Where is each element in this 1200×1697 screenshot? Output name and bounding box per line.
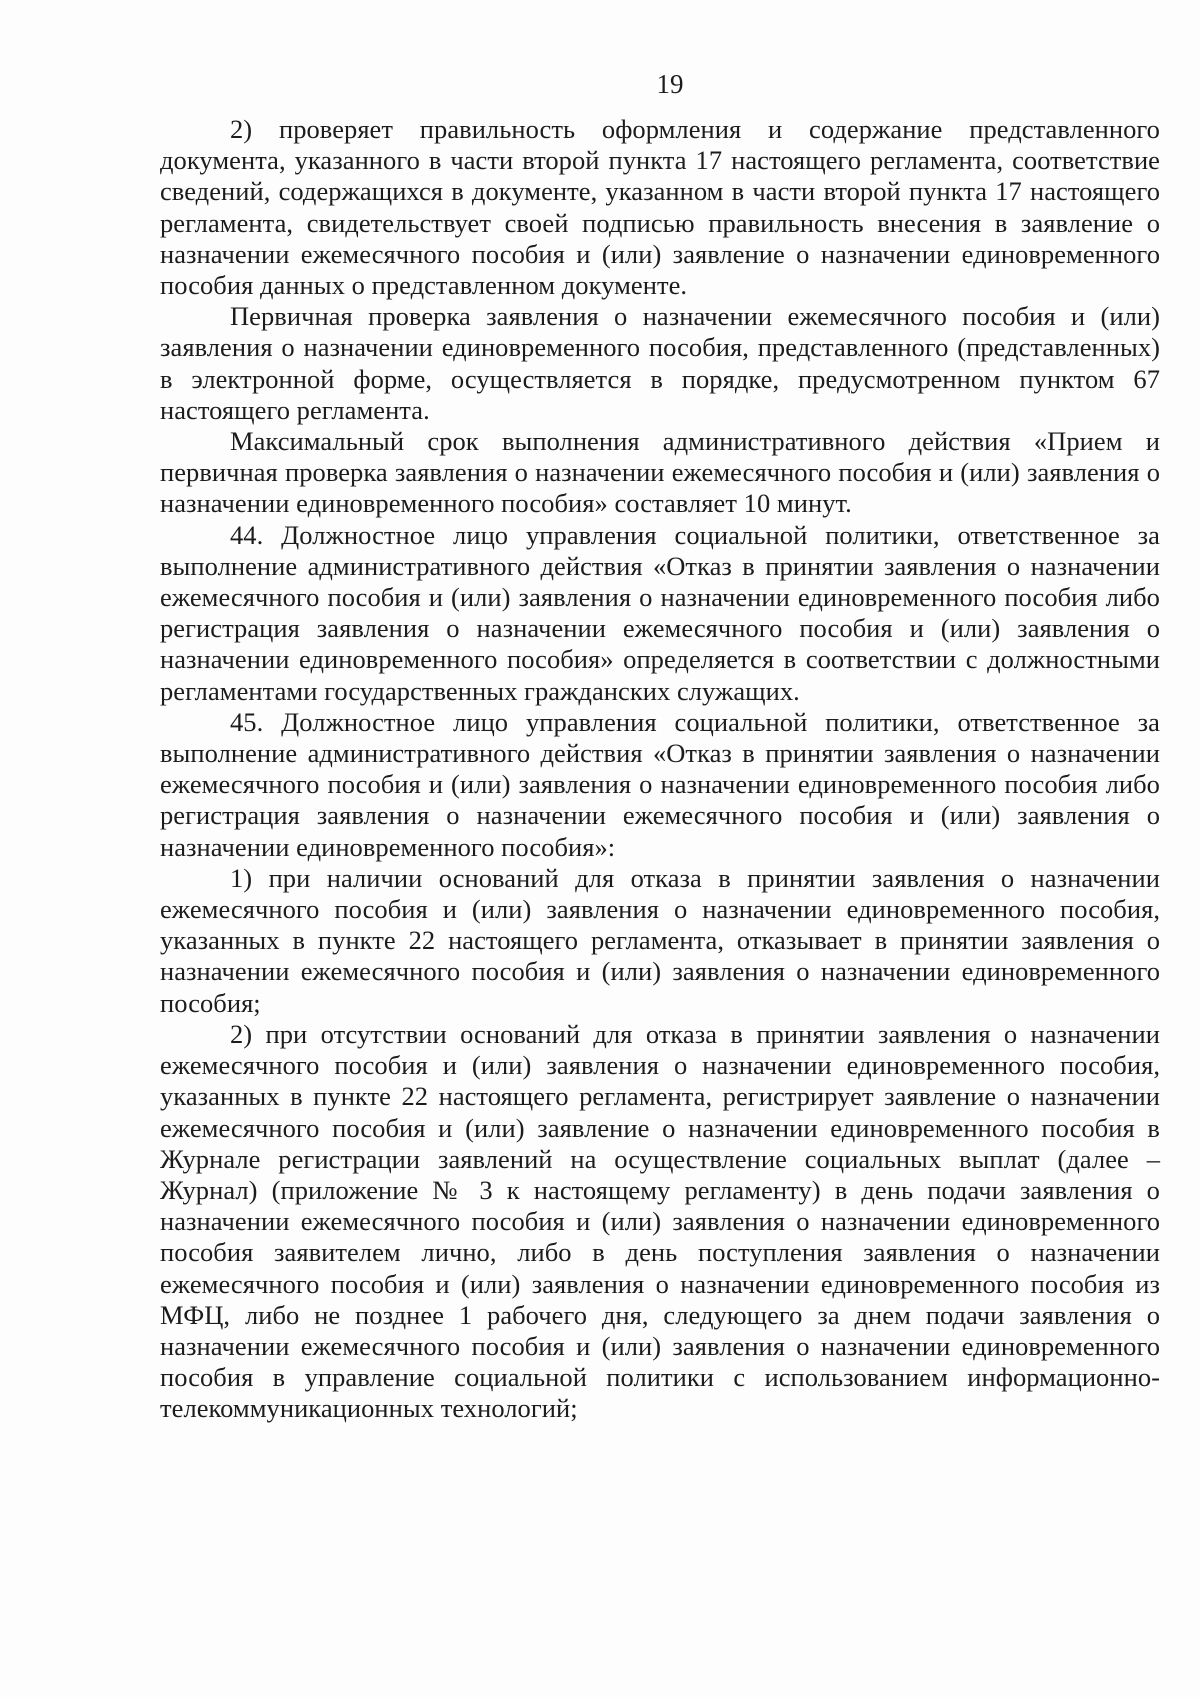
paragraph-item-2-check: 2) проверяет правильность оформления и содержание представленного документа, указанного в части второй пункта 17 настоящего регламента, соответствие сведений, содержащихся в документе, указанном в части второй пункта 17 настоящего регламента, свидетельствует своей подписью правильность внесения в заявление о назначении ежемесячного пособия и (или) заявление о назначении единовременного пособия данных о представленном документе. [160,114,1160,301]
paragraph-45-item-1: 1) при наличии оснований для отказа в принятии заявления о назначении ежемесячного пособия и (или) заявления о назначении единовременного пособия, указанных в пункте 22 настоящего регламента, отказывает в принятии заявления о назначении ежемесячного пособия и (или) заявления о назначении единовременного пособия; [160,862,1160,1018]
paragraph-max-time: Максимальный срок выполнения административного действия «Прием и первичная проверка заявления о назначении ежемесячного пособия и (или) заявления о назначении единовременного пособия» составляет 10 минут. [160,426,1160,519]
paragraph-45: 45. Должностное лицо управления социальной политики, ответственное за выполнение административного действия «Отказ в принятии заявления о назначении ежемесячного пособия и (или) заявления о назначении единовременного пособия либо регистрация заявления о назначении ежемесячного пособия и (или) заявления о назначении единовременного пособия»: [160,706,1160,862]
page-number: 19 [656,69,684,99]
paragraph-45-item-2: 2) при отсутствии оснований для отказа в принятии заявления о назначении ежемесячного пособия и (или) заявления о назначении единовременного пособия, указанных в пункте 22 настоящего регламента, регистрирует заявление о назначении ежемесячного пособия и (или) заявление о назначении единовременного пособия в Журнале регистрации заявлений на осуществление социальных выплат (далее – Журнал) (приложение № 3 к настоящему регламенту) в день подачи заявления о назначении ежемесячного пособия и (или) заявления о назначении единовременного пособия заявителем лично, либо в день поступления заявления о назначении ежемесячного пособия и (или) заявления о назначении единовременного пособия из МФЦ, либо не позднее 1 рабочего дня, следующего за днем подачи заявления о назначении ежемесячного пособия и (или) заявления о назначении единовременного пособия в управление социальной политики с использованием информационно-телекоммуникационных технологий; [160,1018,1160,1424]
document-body [160,114,1160,1425]
paragraph-44: 44. Должностное лицо управления социальной политики, ответственное за выполнение административного действия «Отказ в принятии заявления о назначении ежемесячного пособия и (или) заявления о назначении единовременного пособия либо регистрация заявления о назначении ежемесячного пособия и (или) заявления о назначении единовременного пособия» определяется в соответствии с должностными регламентами государственных гражданских служащих. [160,519,1160,706]
paragraph-primary-check: Первичная проверка заявления о назначении ежемесячного пособия и (или) заявления о назначении единовременного пособия, представленного (представленных) в электронной форме, осуществляется в порядке, предусмотренном пунктом 67 настоящего регламента. [160,301,1160,425]
